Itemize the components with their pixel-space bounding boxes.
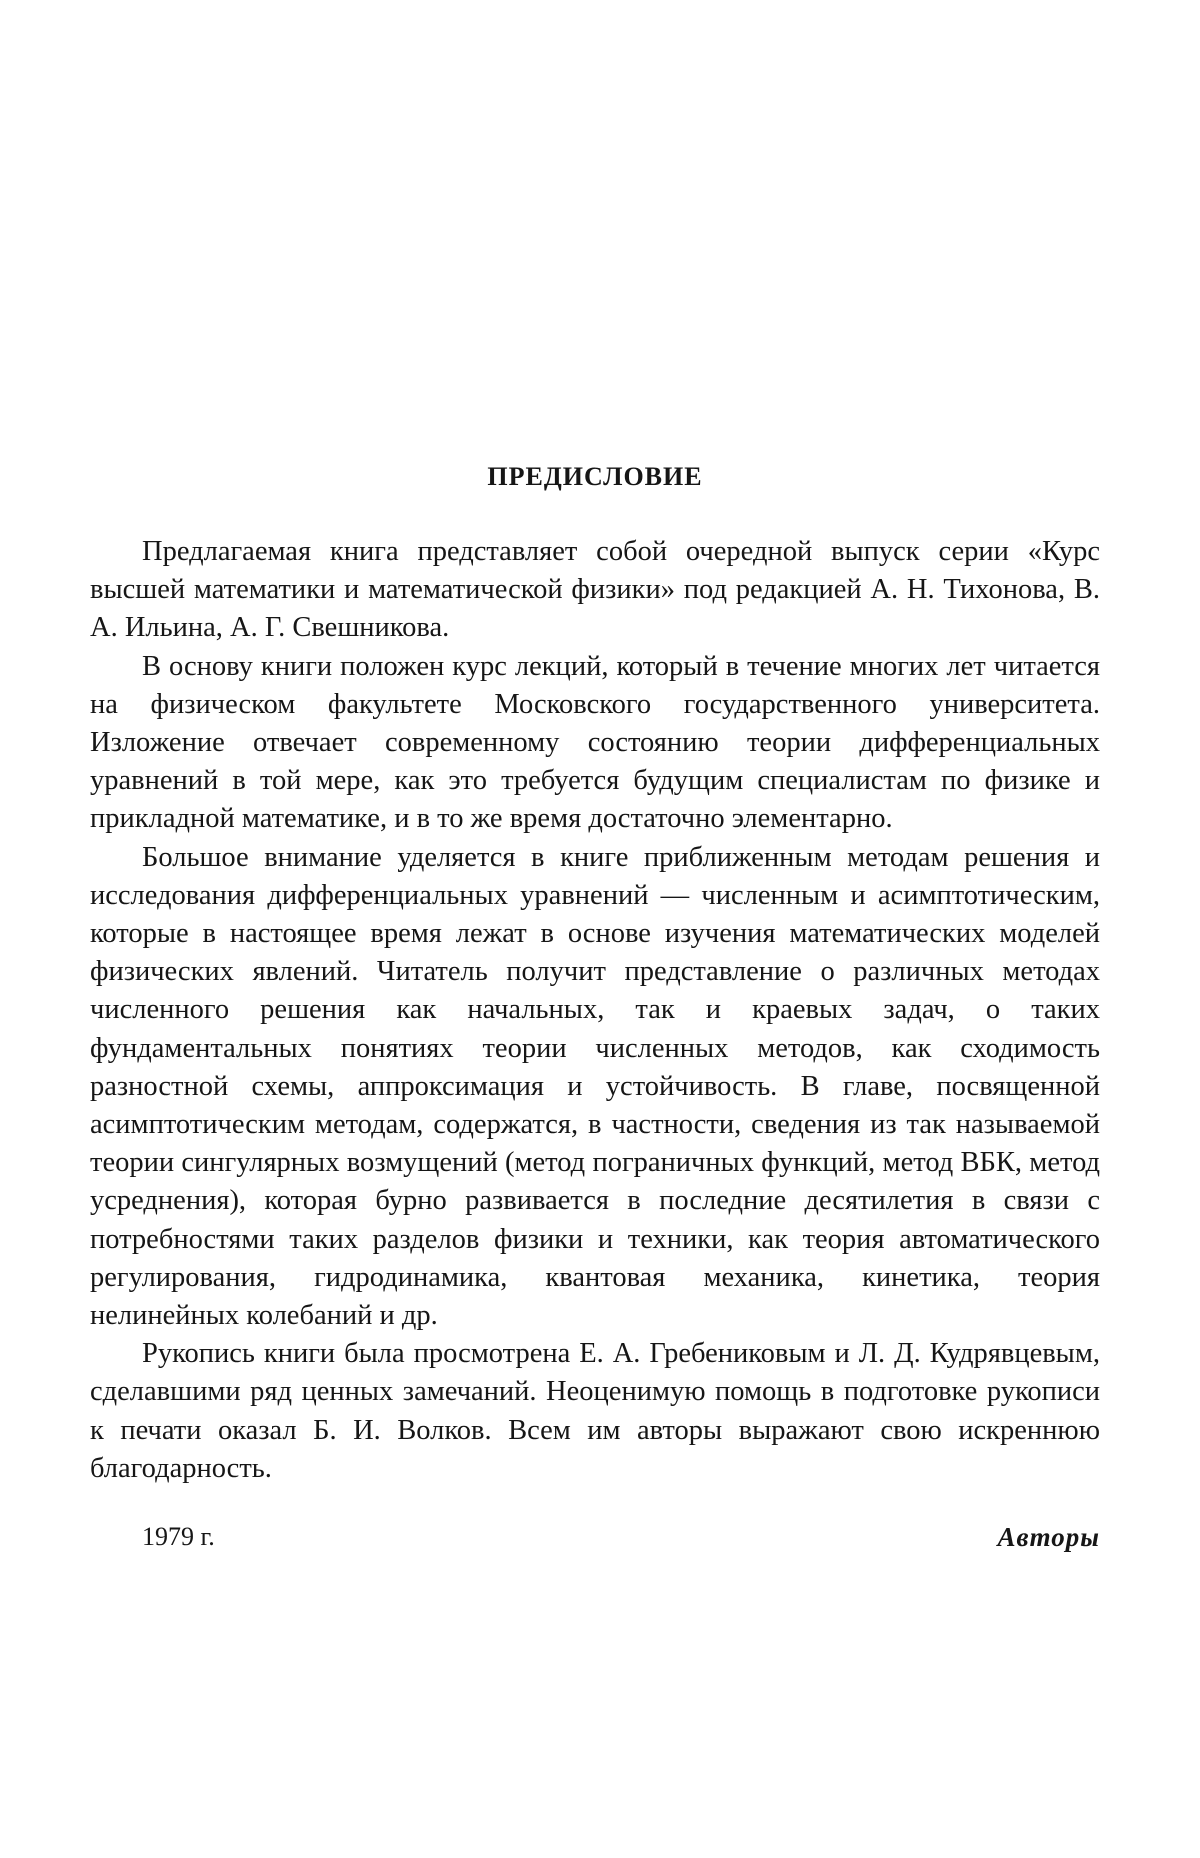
authors-signature: Авторы (997, 1522, 1100, 1552)
paragraph-4: Рукопись книги была просмотрена Е. А. Гребениковым и Л. Д. Кудрявцевым, сделавшими ряд ценных замечаний. Неоценимую помощь в подготовке рукописи к печати оказал Б. И. Волков. Всем им авторы выражают свою искреннюю благодарность. (90, 1338, 1100, 1484)
paragraph-2: В основу книги положен курс лекций, который в течение многих лет читается на физическом факультете Московского государственного университета. Изложение отвечает современному состоянию теории дифференциальных уравнений в той мере, как это требуется будущим специалистам по физике и прикладной математике, и в то же время достаточно элементарно. (90, 650, 1100, 835)
document-page (90, 0, 1100, 1858)
date-line: 1979 г. (142, 1522, 215, 1551)
preface-body (90, 533, 1100, 1488)
paragraph-1: Предлагаемая книга представляет собой очередной выпуск серии «Курс высшей математики и математической физики» под редакцией А. Н. Тихонова, В. А. Ильина, А. Г. Свешникова. (90, 536, 1100, 644)
page-title: ПРЕДИСЛОВИЕ (487, 462, 703, 491)
paragraph-3: Большое внимание уделяется в книге приближенным методам решения и исследования дифференциальных уравнений — численным и асимптотическим, которые в настоящее время лежат в основе изучения математических моделей физических явлений. Читатель получит представление о различных методах численного решения как начальных, так и краевых задач, о таких фундаментальных понятиях теории численных методов, как сходимость разностной схемы, аппроксимация и устойчивость. В главе, посвященной асимптотическим методам, содержатся, в частности, сведения из так называемой теории сингулярных возмущений (метод пограничных функций, метод ВБК, метод усреднения), которая бурно развивается в последние десятилетия в связи с потребностями таких разделов физики и техники, как теория автоматического регулирования, гидродинамика, квантовая механика, кинетика, теория нелинейных колебаний и др. (90, 841, 1100, 1332)
